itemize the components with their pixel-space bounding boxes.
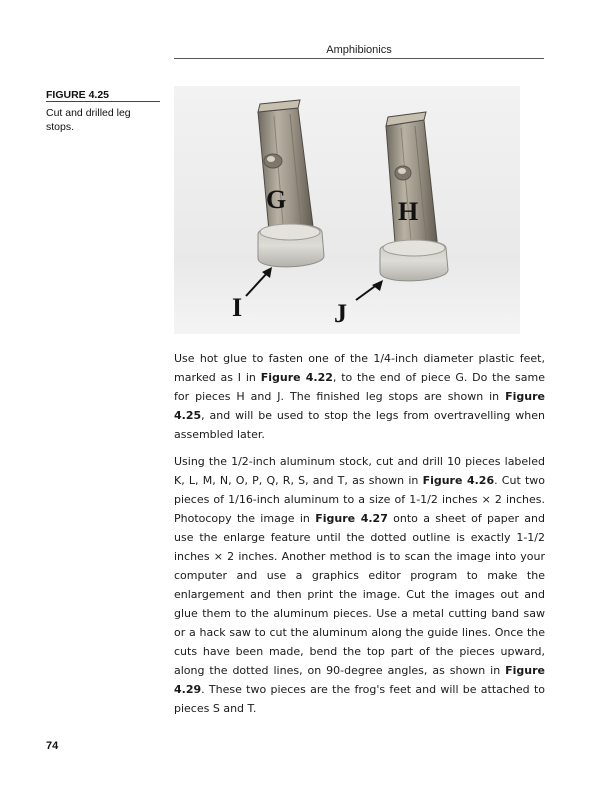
p2-text-2: . Cut two pieces of 1/16-inch aluminum to a size of 1-1/2 inches × 2 inches. Photocopy the image in — [174, 474, 545, 525]
figure-4-29-ref: Figure 4.29 — [174, 664, 545, 696]
p2-text-1: Using the 1/2-inch aluminum stock, cut and drill 10 pieces labeled K, L, M, N, O, P, Q, R, S, and T, as shown in — [174, 455, 545, 487]
figure-4-26-ref: Figure 4.26 — [422, 474, 495, 487]
figure-4-22-ref: Figure 4.22 — [260, 371, 333, 384]
photo-label-h: H — [398, 197, 419, 226]
figure-4-25-ref: Figure 4.25 — [174, 390, 545, 422]
figure-4-27-ref: Figure 4.27 — [315, 512, 388, 525]
paragraph-2 — [174, 452, 545, 718]
paragraph-1 — [174, 349, 545, 444]
body-text — [174, 349, 545, 726]
figure-label-rule — [46, 101, 160, 102]
header-rule — [174, 58, 544, 59]
p1-text-3: , and will be used to stop the legs from overtravelling when assembled later. — [174, 409, 545, 441]
figure-caption: Cut and drilled leg stops. — [46, 107, 131, 133]
p2-text-3: onto a sheet of paper and use the enlarge feature until the dotted outline is exactly 1-1/2 inches × 2 inches. Another method is to scan the image into your computer and use a graphics editor program to make the enlargement and then print the image. Cut the images out and glue them to the aluminum pieces. Use a metal cutting band saw or a hack saw to cut the aluminum along the guide lines. Once the cuts have been made, bend the top part of the pieces upward, along the dotted lines, on 90-degree angles, as shown in — [174, 512, 545, 677]
p1-text-1: Use hot glue to fasten one of the 1/4-inch diameter plastic feet, marked as I in — [174, 352, 545, 384]
leg-stops-photo — [174, 86, 520, 334]
figure-label: FIGURE 4.25 — [46, 89, 110, 101]
photo-label-i: I — [232, 293, 243, 322]
p2-text-4: . These two pieces are the frog's feet and will be attached to pieces S and T. — [174, 683, 545, 715]
p1-text-2: , to the end of piece G. Do the same for pieces H and J. The finished leg stops are shown in — [174, 371, 545, 403]
photo-label-j: J — [334, 299, 347, 328]
page-number: 74 — [46, 740, 59, 752]
photo-label-g: G — [266, 185, 287, 214]
running-head: Amphibionics — [326, 44, 392, 56]
